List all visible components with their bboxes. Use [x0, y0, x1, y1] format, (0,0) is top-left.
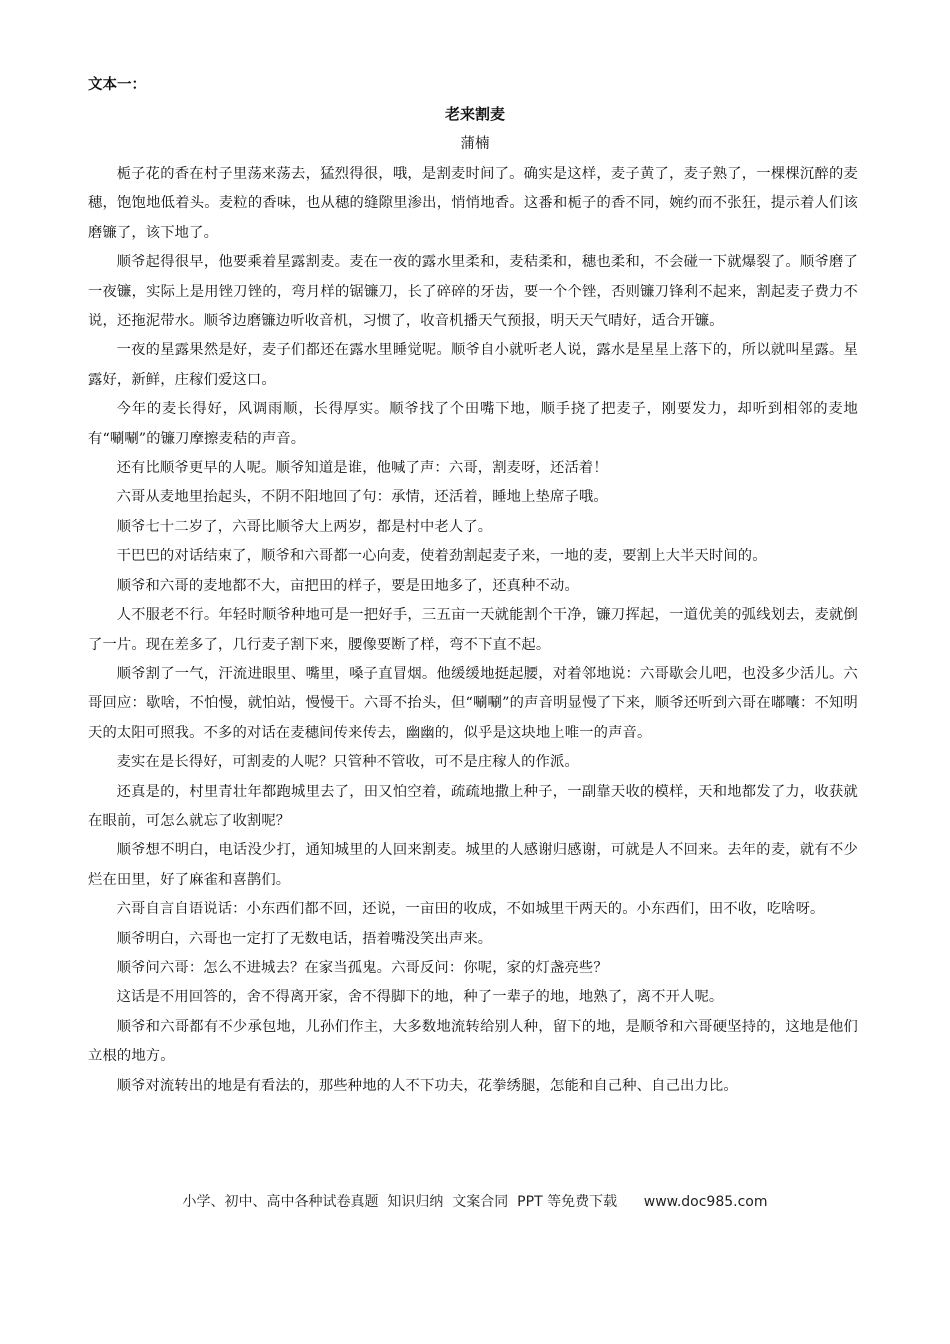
paragraph: 六哥自言自语说话：小东西们都不回，还说，一亩田的收成，不如城里干两天的。小东西们，田不收，吃啥呀。: [116, 901, 825, 918]
paragraph: 顺爷和六哥的麦地都不大，亩把田的样子，要是田地多了，还真种不动。: [116, 577, 579, 594]
paragraph: 顺爷七十二岁了，六哥比顺爷大上两岁，都是村中老人了。: [116, 518, 493, 535]
paragraph: 顺爷对流转出的地是有看法的，那些种地的人不下功夫，花拳绣腿，怎能和自己种、自己出力比。: [116, 1077, 738, 1094]
paragraph: 干巴巴的对话结束了，顺爷和六哥都一心向麦，使着劲割起麦子来，一地的麦，要割上大半天时间的。: [116, 548, 767, 565]
article-title: 老来割麦: [444, 105, 505, 123]
paragraph: 顺爷想不明白，电话没少打，通知城里的人回来割麦。城里的人感谢归感谢，可就是人不回来。去年的麦，就有不少烂在田里，好了麻雀和喜鹊们。: [88, 842, 858, 888]
article-author: 蒲楠: [460, 136, 490, 152]
paragraph: 顺爷割了一气，汗流进眼里、嘴里，嗓子直冒烟。他缓缓地挺起腰，对着邻地说：六哥歇会儿吧，也没多少活儿。六哥回应：歇啥，不怕慢，就怕站，慢慢干。六哥不抬头，但“唰唰”的声音明显慢了下来，顺爷还听到六哥在嘟囔：不知明天的太阳可照我。不多的对话在麦穗间传来传去，幽幽的，似乎是这块地上唯一的声音。: [88, 665, 858, 741]
section-label: 文本一：: [88, 77, 146, 93]
paragraph: 今年的麦长得好，风调雨顺，长得厚实。顺爷找了个田嘴下地，顺手挠了把麦子，刚要发力，却听到相邻的麦地有“唰唰”的镰刀摩擦麦秸的声音。: [88, 401, 858, 447]
page-footer: 小学、初中、高中各种试卷真题 知识归纳 文案合同 PPT 等免费下载 www.doc985.com: [182, 1194, 768, 1210]
paragraph: 还有比顺爷更早的人呢。顺爷知道是谁，他喊了声：六哥，割麦呀，还活着！: [116, 460, 608, 477]
article-body: [88, 160, 858, 1101]
paragraph: 还真是的，村里青壮年都跑城里去了，田又怕空着，疏疏地撒上种子，一副靠天收的模样，天和地都发了力，收获就在眼前，可怎么就忘了收割呢？: [88, 783, 858, 829]
paragraph: 栀子花的香在村子里荡来荡去，猛烈得很，哦，是割麦时间了。确实是这样，麦子黄了，麦子熟了，一棵棵沉醉的麦穗，饱饱地低着头。麦粒的香味，也从穗的缝隙里渗出，悄悄地香。这番和栀子的香不同，婉约而不张狂，提示着人们该磨镰了，该下地了。: [88, 166, 858, 241]
paragraph: 一夜的星露果然是好，麦子们都还在露水里睡觉呢。顺爷自小就听老人说，露水是星星上落下的，所以就叫星露。星露好，新鲜，庄稼们爱这口。: [88, 342, 858, 388]
paragraph: 这话是不用回答的，舍不得离开家，舍不得脚下的地，种了一辈子的地，地熟了，离不开人呢。: [116, 989, 724, 1006]
paragraph: 顺爷问六哥：怎么不进城去？在家当孤鬼。六哥反问：你呢，家的灯盏亮些？: [116, 959, 608, 976]
paragraph: 人不服老不行。年轻时顺爷种地可是一把好手，三五亩一天就能割个干净，镰刀挥起，一道优美的弧线划去，麦就倒了一片。现在差多了，几行麦子割下来，腰像要断了样，弯不下直不起。: [88, 607, 858, 653]
paragraph: 顺爷起得很早，他要乘着星露割麦。麦在一夜的露水里柔和，麦秸柔和，穗也柔和，不会碰一下就爆裂了。顺爷磨了一夜镰，实际上是用锉刀锉的，弯月样的锯镰刀，长了碎碎的牙齿，要一个个锉，否则镰刀锋利不起来，割起麦子费力不说，还拖泥带水。顺爷边磨镰边听收音机，习惯了，收音机播天气预报，明天天气晴好，适合开镰。: [88, 254, 858, 330]
paragraph: 六哥从麦地里抬起头，不阴不阳地回了句：承情，还活着，睡地上垫席子哦。: [116, 489, 608, 506]
paragraph: 麦实在是长得好，可割麦的人呢？只管种不管收，可不是庄稼人的作派。: [116, 754, 579, 771]
paragraph: 顺爷和六哥都有不少承包地，儿孙们作主，大多数地流转给别人种，留下的地，是顺爷和六哥硬坚持的，这地是他们立根的地方。: [88, 1018, 858, 1065]
paragraph: 顺爷明白，六哥也一定打了无数电话，捂着嘴没笑出声来。: [116, 930, 493, 947]
